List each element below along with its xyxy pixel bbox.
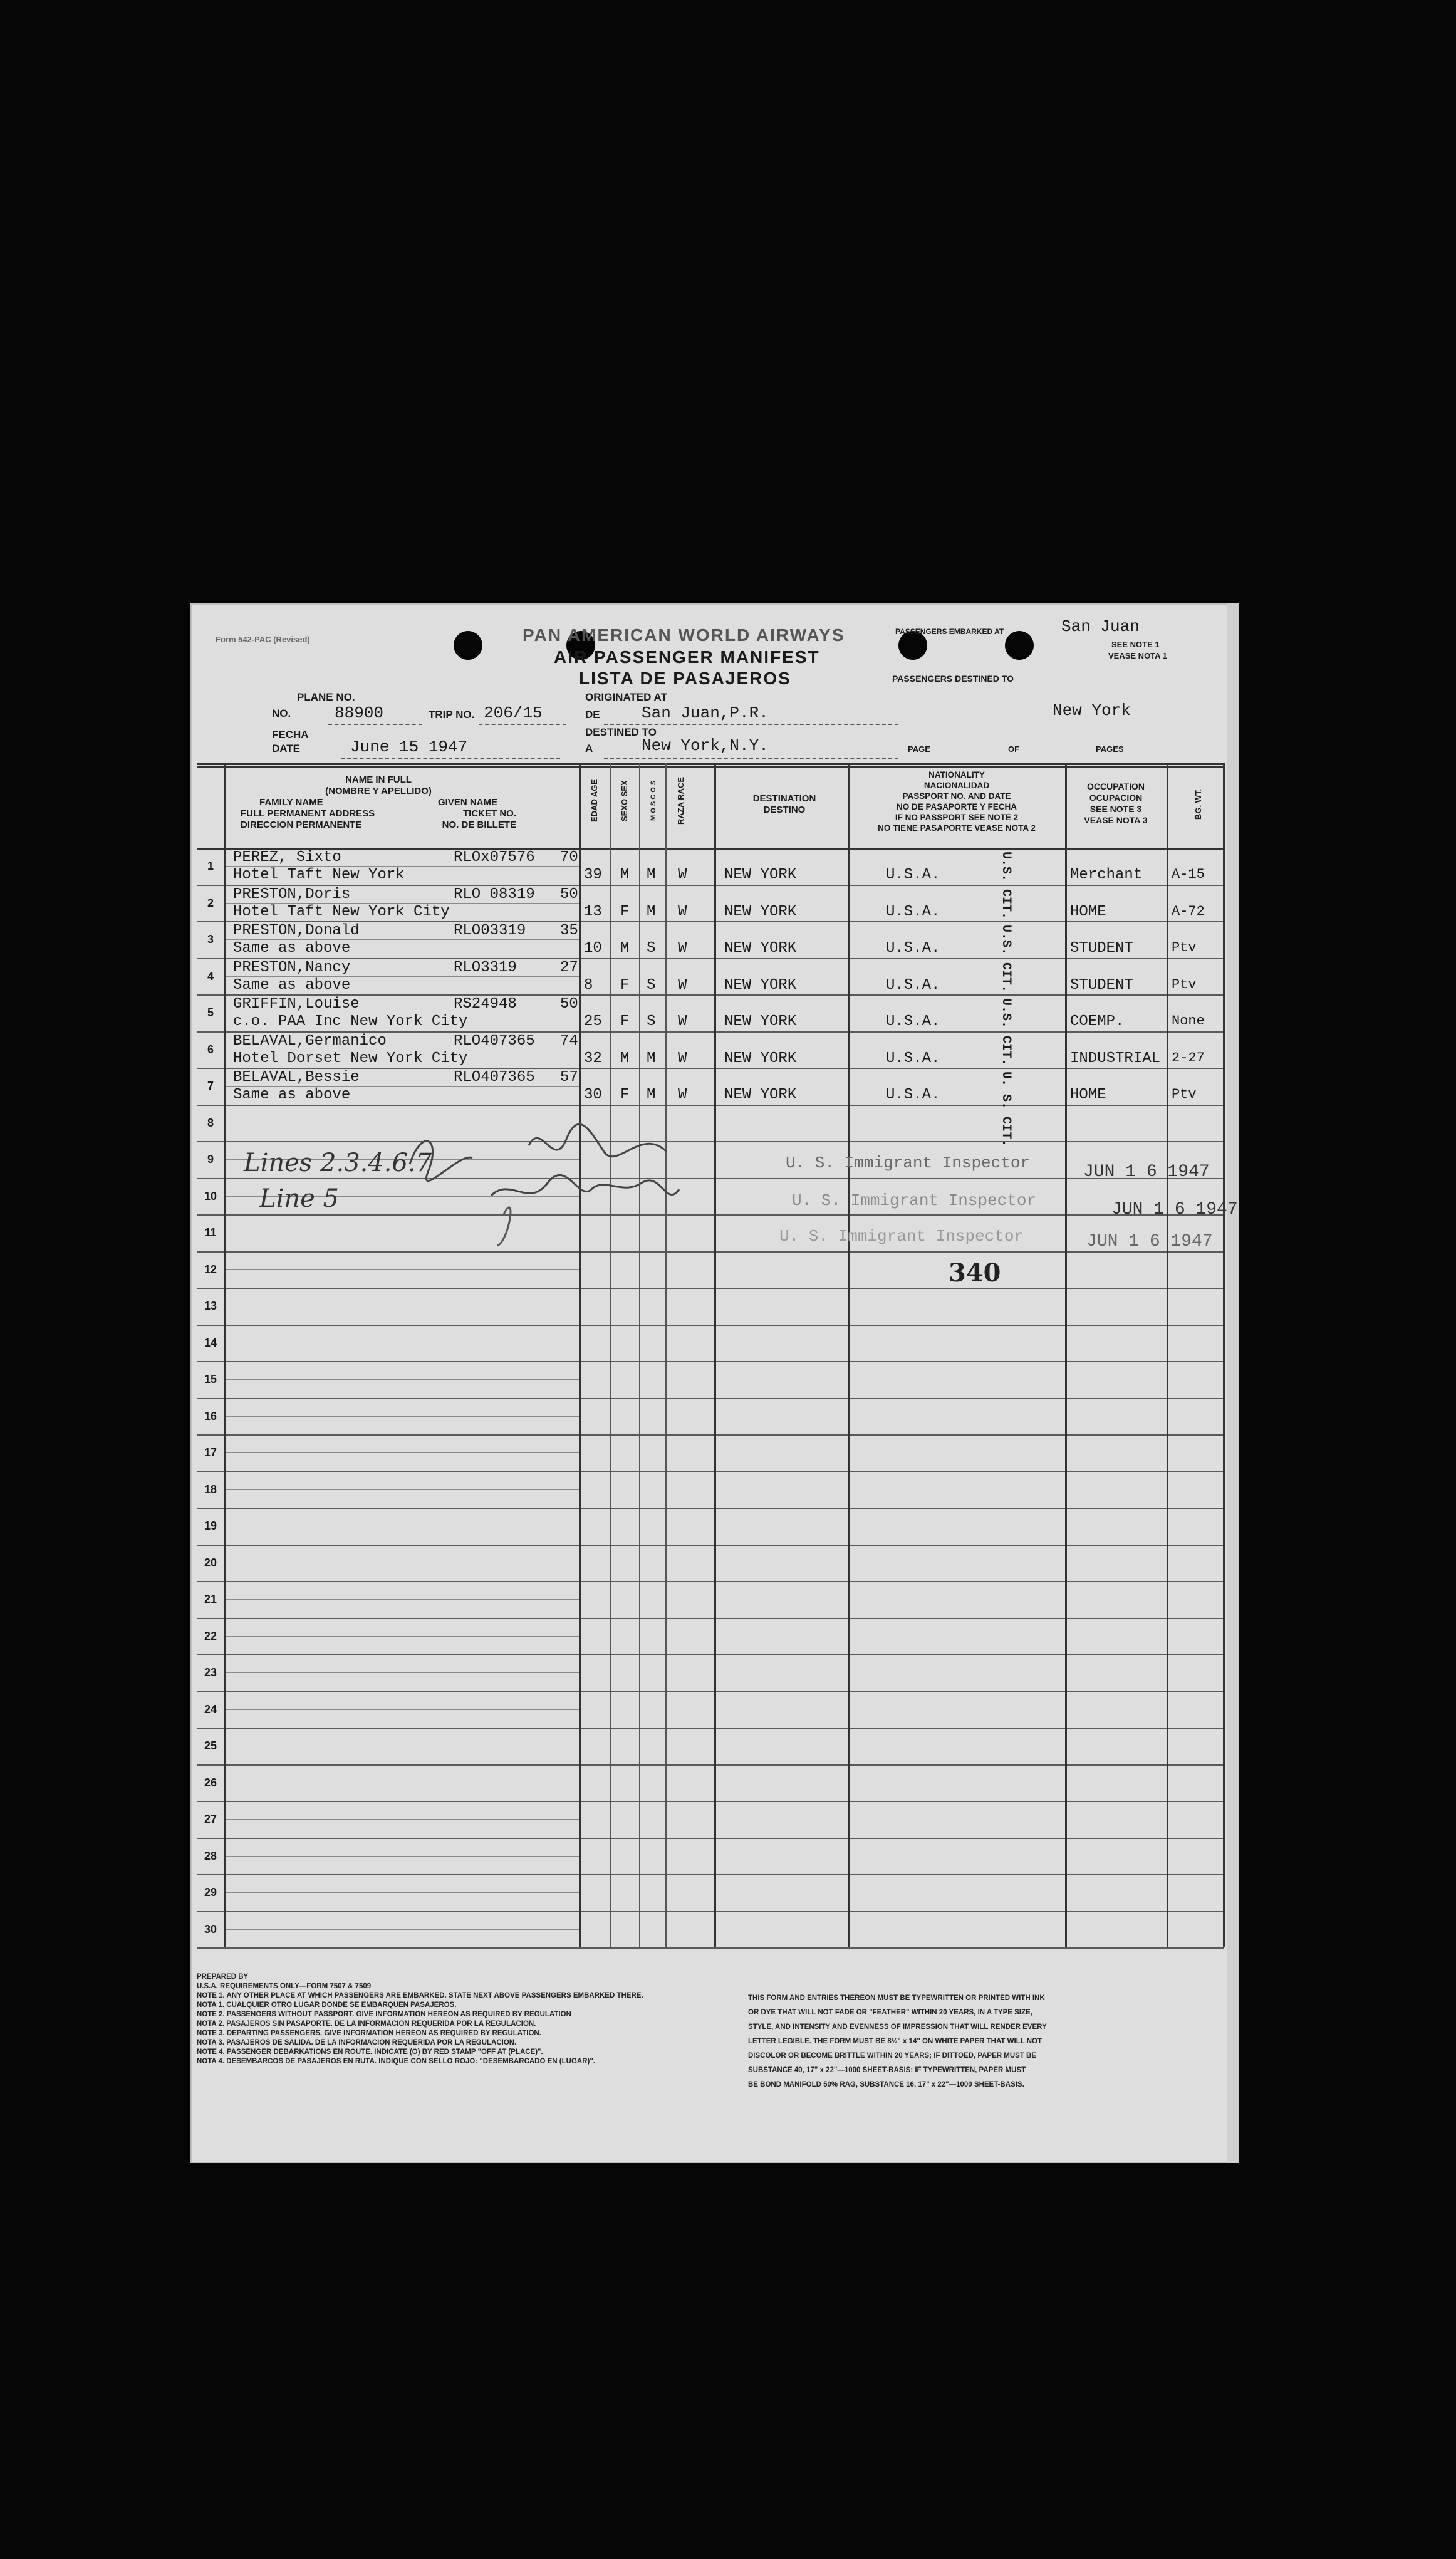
- airline-name: PAN AMERICAN WORLD AIRWAYS: [523, 625, 845, 645]
- us-requirements: U.S.A. REQUIREMENTS ONLY—FORM 7507 & 7509: [197, 1983, 372, 1990]
- baggage-weight: A-72: [1172, 903, 1205, 919]
- row-number: 13: [204, 1300, 217, 1313]
- col-divider: [848, 763, 850, 1947]
- col-divider: [579, 763, 581, 1947]
- passenger-age: 25: [584, 1013, 602, 1031]
- row-mid-rule: [224, 1269, 579, 1270]
- nota-3: NOTA 3. PASAJEROS DE SALIDA. DE LA INFORMACION REQUERIDA POR LA REGULACION.: [197, 2039, 517, 2046]
- handwritten-note: Line 5: [259, 1184, 339, 1213]
- col-divider: [665, 763, 667, 1947]
- plane-no-label-es: NO.: [272, 707, 291, 719]
- row-number: 2: [207, 896, 214, 909]
- originated-value: San Juan,P.R.: [642, 704, 769, 722]
- prepared-by-label: PREPARED BY: [197, 1973, 249, 1981]
- passenger-name: PRESTON,Donald: [233, 922, 360, 939]
- destined-to-label-es: A: [585, 743, 593, 754]
- nota-4: NOTA 4. DESEMBARCOS DE PASAJEROS EN RUTA. INDIQUE CON SELLO ROJO: "DESEMBARCADO EN (LUGAR)".: [197, 2058, 595, 2065]
- row-rule: [197, 885, 1224, 886]
- nota-1: NOTA 1. CUALQUIER OTRO LUGAR DONDE SE EMBARQUEN PASAJEROS.: [197, 2001, 457, 2009]
- form-number: Form 542-PAC (Revised): [216, 635, 310, 644]
- col-divider: [224, 763, 226, 1947]
- marital-status: M: [647, 903, 656, 920]
- passenger-sex: F: [620, 1087, 630, 1104]
- row-number: 17: [204, 1446, 217, 1459]
- print-requirement: SUBSTANCE 40, 17" x 22"—1000 SHEET-BASIS; IF TYPEWRITTEN, PAPER MUST: [748, 2066, 1026, 2074]
- row-number: 9: [207, 1153, 214, 1166]
- table-top-rule: [197, 766, 1224, 768]
- stamped-number: 340: [949, 1258, 1001, 1288]
- notes-right: [748, 1991, 1212, 2092]
- nationality-column-header: [848, 769, 1065, 833]
- route-code: 50: [560, 885, 578, 903]
- date-value: June 15 1947: [350, 737, 468, 756]
- occ-head-3: SEE NOTE 3: [1089, 804, 1142, 814]
- occupation-value: HOME: [1070, 903, 1106, 920]
- vease-nota-1: VEASE NOTA 1: [1108, 651, 1167, 660]
- originated-line: [604, 724, 898, 725]
- address-head: FULL PERMANENT ADDRESS: [241, 808, 375, 819]
- print-requirement: THIS FORM AND ENTRIES THEREON MUST BE TYPEWRITTEN OR PRINTED WITH INK: [748, 1994, 1045, 2002]
- ticket-head: TICKET NO.: [463, 808, 516, 819]
- row-rule: [197, 958, 1224, 959]
- row-number: 18: [204, 1483, 217, 1496]
- passenger-sex: F: [620, 903, 630, 920]
- see-note-1: SEE NOTE 1: [1111, 640, 1160, 649]
- row-rule: [197, 1691, 1224, 1692]
- row-number: 23: [204, 1666, 217, 1679]
- inspector-stamp-date: JUN 1 6 1947: [1086, 1232, 1213, 1251]
- baggage-weight: Ptv: [1172, 976, 1197, 993]
- row-rule: [197, 1325, 1224, 1326]
- occupation-column-header: [1066, 781, 1165, 826]
- col-divider: [1223, 763, 1225, 1947]
- table-top-rule: [197, 763, 1224, 765]
- route-code: 50: [560, 996, 578, 1013]
- destination-value: NEW YORK: [724, 867, 797, 884]
- col-divider: [610, 763, 611, 1947]
- passenger-address: Same as above: [233, 1087, 351, 1104]
- row-number: 15: [204, 1373, 217, 1386]
- passenger-address: Same as above: [233, 940, 351, 957]
- row-number: 1: [207, 860, 214, 873]
- sex-column-header: SEXO SEX: [620, 780, 629, 821]
- destination-head-es: DESTINO: [763, 805, 806, 815]
- row-mid-rule: [224, 1452, 579, 1453]
- name-subheads: [234, 797, 523, 808]
- plane-no-value: 88900: [335, 704, 384, 722]
- col-divider: [1167, 763, 1168, 1947]
- destination-value: NEW YORK: [724, 903, 797, 920]
- row-rule: [197, 1911, 1224, 1912]
- note-4: NOTE 4. PASSENGER DEBARKATIONS EN ROUTE. INDICATE (O) BY RED STAMP "OFF AT (PLACE)".: [197, 2048, 543, 2056]
- destination-value: NEW YORK: [724, 1087, 797, 1104]
- row-mid-rule: [224, 1379, 579, 1380]
- destination-column-header: [722, 793, 847, 816]
- passenger-sex: F: [620, 976, 630, 994]
- col-divider: [1065, 763, 1067, 1947]
- row-number: 5: [207, 1006, 214, 1019]
- passenger-sex: M: [620, 940, 630, 957]
- nat-head-1: NATIONALITY: [928, 770, 985, 779]
- row-mid-rule: [224, 1416, 579, 1417]
- nat-head-4: NO DE PASAPORTE Y FECHA: [896, 802, 1017, 811]
- passenger-name: PEREZ, Sixto: [233, 849, 341, 866]
- passenger-address: Hotel Dorset New York City: [233, 1050, 468, 1067]
- inspector-stamp-date: JUN 1 6 1947: [1083, 1162, 1210, 1182]
- print-requirement: BE BOND MANIFOLD 50% RAG, SUBSTANCE 16, 17" x 22"—1000 SHEET-BASIS.: [748, 2081, 1024, 2088]
- print-requirement: OR DYE THAT WILL NOT FADE OR "FEATHER" WITHIN 20 YEARS, IN A TYPE SIZE,: [748, 2009, 1032, 2016]
- nat-head-2: NACIONALIDAD: [923, 781, 990, 790]
- note-2: NOTE 2. PASSENGERS WITHOUT PASSPORT. GIVE INFORMATION HEREON AS REQUIRED BY REGULATION: [197, 2011, 571, 2018]
- note-1: NOTE 1. ANY OTHER PLACE AT WHICH PASSENGERS ARE EMBARKED. STATE NEXT ABOVE PASSENGERS EMBARKED THERE.: [197, 1992, 643, 1999]
- passenger-sex: M: [620, 1050, 630, 1067]
- age-column-header: EDAD AGE: [590, 779, 599, 823]
- marital-status: S: [647, 1013, 656, 1031]
- destination-value: NEW YORK: [724, 976, 797, 994]
- sheet-edge: [1227, 603, 1239, 2163]
- row-number: 16: [204, 1409, 217, 1422]
- inspector-signatures: [403, 1114, 685, 1258]
- of-label: OF: [1008, 744, 1020, 754]
- route-code: 74: [560, 1032, 578, 1050]
- row-mid-rule: [224, 1856, 579, 1857]
- handwritten-note: Lines 2.3.4.6.7: [244, 1149, 432, 1177]
- row-mid-rule: [224, 1929, 579, 1930]
- baggage-weight: A-15: [1172, 867, 1205, 883]
- destination-value: NEW YORK: [724, 1050, 797, 1067]
- passenger-age: 13: [584, 903, 602, 920]
- row-rule: [197, 1105, 1224, 1106]
- route-code: 27: [560, 959, 578, 976]
- embarked-at-value: San Juan: [1061, 617, 1140, 636]
- row-number: 30: [204, 1922, 217, 1936]
- row-number: 26: [204, 1776, 217, 1789]
- plane-no-line: [328, 724, 422, 725]
- nat-head-5: IF NO PASSPORT SEE NOTE 2: [895, 813, 1019, 822]
- passenger-race: W: [678, 1087, 687, 1104]
- citizenship-stamp: U.S. CIT.: [999, 998, 1013, 1066]
- row-rule: [197, 1141, 1224, 1142]
- ticket-head-es: NO. DE BILLETE: [442, 820, 516, 830]
- row-rule: [197, 1434, 1224, 1436]
- passenger-name: PRESTON,Doris: [233, 885, 351, 903]
- occupation-value: COEMP.: [1070, 1013, 1125, 1031]
- passenger-sex: M: [620, 867, 630, 884]
- manifest-title: AIR PASSENGER MANIFEST: [554, 647, 820, 667]
- address-subheads: [234, 808, 523, 820]
- row-rule: [197, 1178, 1224, 1179]
- row-mid-rule: [224, 1892, 579, 1893]
- row-rule: [197, 1801, 1224, 1802]
- marital-status: S: [647, 976, 656, 994]
- row-rule: [197, 1288, 1224, 1289]
- row-number: 4: [207, 969, 214, 982]
- row-number: 22: [204, 1629, 217, 1642]
- plane-no-label: PLANE NO.: [297, 691, 355, 703]
- destined-to-value: New York: [1053, 701, 1131, 720]
- marital-status: M: [647, 1050, 656, 1067]
- nationality-value: U.S.A.: [886, 940, 940, 957]
- passenger-name: PRESTON,Nancy: [233, 959, 351, 976]
- route-code: 57: [560, 1069, 578, 1086]
- occ-head-1: OCCUPATION: [1086, 781, 1145, 791]
- trip-no-value: 206/15: [484, 704, 543, 722]
- route-code: 70: [560, 849, 578, 866]
- row-number: 29: [204, 1886, 217, 1899]
- passenger-race: W: [678, 867, 687, 884]
- citizenship-stamp: U.S. CIT.: [999, 925, 1013, 993]
- row-number: 28: [204, 1849, 217, 1862]
- passenger-age: 30: [584, 1087, 602, 1104]
- row-number: 27: [204, 1813, 217, 1826]
- fecha-label: FECHA: [272, 729, 309, 741]
- punch-hole: [1005, 631, 1034, 660]
- inspector-stamp: U. S. Immigrant Inspector: [779, 1227, 1024, 1246]
- row-rule: [197, 1618, 1224, 1619]
- row-rule: [197, 1874, 1224, 1875]
- col-divider: [714, 763, 716, 1947]
- nationality-value: U.S.A.: [886, 976, 940, 994]
- passenger-age: 32: [584, 1050, 602, 1067]
- citizenship-stamp: U. S. CIT.: [999, 1071, 1013, 1147]
- row-rule: [197, 1508, 1224, 1509]
- header-rule: [197, 848, 1224, 850]
- race-column-header: RAZA RACE: [676, 776, 685, 825]
- page-label: PAGE: [908, 744, 930, 754]
- ticket-number: RLO03319: [454, 922, 526, 939]
- destined-value: New York,N.Y.: [642, 736, 769, 755]
- manifest-title-es: LISTA DE PASAJEROS: [579, 669, 791, 688]
- address-head-es: DIRECCION PERMANENTE: [241, 820, 362, 830]
- form-notes: [197, 1973, 1224, 2148]
- passenger-age: 8: [584, 976, 593, 994]
- row-rule: [197, 1214, 1224, 1216]
- destined-line: [604, 758, 898, 759]
- originated-label-es: DE: [585, 709, 600, 721]
- passenger-race: W: [678, 1050, 687, 1067]
- baggage-weight: Ptv: [1172, 940, 1197, 956]
- col-divider: [639, 763, 640, 1947]
- row-mid-rule: [224, 1489, 579, 1490]
- row-number: 8: [207, 1116, 214, 1129]
- nationality-value: U.S.A.: [886, 1087, 940, 1104]
- occupation-value: STUDENT: [1070, 940, 1133, 957]
- punch-hole: [454, 631, 482, 660]
- occ-head-4: VEASE NOTA 3: [1084, 815, 1148, 825]
- ticket-number: RLO407365: [454, 1032, 535, 1050]
- destination-value: NEW YORK: [724, 1013, 797, 1031]
- row-rule: [197, 1838, 1224, 1839]
- marital-status: M: [647, 1087, 656, 1104]
- marital-status: M: [647, 867, 656, 884]
- manifest-sheet: [190, 603, 1238, 2163]
- row-number: 11: [204, 1226, 217, 1239]
- occupation-value: INDUSTRIAL: [1070, 1050, 1161, 1067]
- row-rule: [197, 1471, 1224, 1472]
- pages-label: PAGES: [1096, 744, 1124, 754]
- row-rule: [197, 1361, 1224, 1362]
- passenger-address: c.o. PAA Inc New York City: [233, 1013, 468, 1031]
- baggage-weight: Ptv: [1172, 1087, 1197, 1103]
- ticket-number: RLO407365: [454, 1069, 535, 1086]
- occ-head-2: OCUPACION: [1089, 793, 1143, 803]
- row-number: 25: [204, 1739, 217, 1753]
- passenger-address: Hotel Taft New York: [233, 867, 405, 884]
- trip-no-line: [479, 724, 566, 725]
- passenger-race: W: [678, 976, 687, 994]
- row-number: 21: [204, 1593, 217, 1606]
- print-requirement: LETTER LEGIBLE. THE FORM MUST BE 8½" x 14" ON WHITE PAPER THAT WILL NOT: [748, 2038, 1043, 2045]
- family-name-head: FAMILY NAME: [259, 797, 323, 808]
- passenger-race: W: [678, 1013, 687, 1031]
- destined-label: PASSENGERS DESTINED TO: [892, 674, 1014, 684]
- trip-no-label: TRIP NO.: [429, 709, 475, 721]
- row-mid-rule: [224, 1672, 579, 1673]
- passenger-name: BELAVAL,Germanico: [233, 1032, 387, 1050]
- status-column-header: M O S C O S: [650, 780, 657, 821]
- row-number: 7: [207, 1080, 214, 1093]
- inspector-stamp-date: JUN 1 6 1947: [1111, 1200, 1238, 1219]
- row-number: 20: [204, 1556, 217, 1569]
- row-number: 14: [204, 1336, 217, 1349]
- row-number: 12: [204, 1263, 217, 1276]
- given-name-head: GIVEN NAME: [437, 797, 497, 808]
- passenger-age: 39: [584, 867, 602, 884]
- embarked-label: PASSENGERS EMBARKED AT: [895, 627, 1004, 636]
- passenger-race: W: [678, 940, 687, 957]
- passenger-sex: F: [620, 1013, 630, 1031]
- passenger-name: BELAVAL,Bessie: [233, 1069, 360, 1086]
- occupation-value: HOME: [1070, 1087, 1106, 1104]
- row-number: 10: [204, 1189, 217, 1202]
- passenger-table: [197, 763, 1238, 1947]
- ticket-number: RLO3319: [454, 959, 517, 976]
- passenger-race: W: [678, 903, 687, 920]
- row-rule: [197, 1947, 1224, 1949]
- row-rule: [197, 1251, 1224, 1253]
- originated-label: ORIGINATED AT: [585, 691, 667, 703]
- row-rule: [197, 1398, 1224, 1399]
- destination-head: DESTINATION: [752, 793, 816, 804]
- passenger-address: Hotel Taft New York City: [233, 903, 450, 920]
- row-rule: [197, 1764, 1224, 1766]
- nat-head-6: NO TIENE PASAPORTE VEASE NOTA 2: [878, 823, 1036, 833]
- marital-status: S: [647, 940, 656, 957]
- ticket-number: RLOx07576: [454, 849, 535, 866]
- row-number: 19: [204, 1519, 217, 1533]
- date-label: DATE: [272, 743, 301, 754]
- passenger-age: 10: [584, 940, 602, 957]
- row-mid-rule: [224, 1636, 579, 1637]
- citizenship-stamp: U.S. CIT.: [999, 852, 1013, 920]
- row-number: 24: [204, 1702, 217, 1716]
- baggage-weight: 2-27: [1172, 1050, 1205, 1066]
- name-head-1: NAME IN FULL: [345, 774, 412, 785]
- address-subheads-es: [234, 820, 523, 831]
- name-column-header: [234, 774, 523, 831]
- print-requirement: STYLE, AND INTENSITY AND EVENNESS OF IMPRESSION THAT WILL RENDER EVERY: [748, 2023, 1047, 2031]
- print-requirement: DISCOLOR OR BECOME BRITTLE WITHIN 20 YEARS; IF DITTOED, PAPER MUST BE: [748, 2052, 1037, 2060]
- destination-value: NEW YORK: [724, 940, 797, 957]
- row-mid-rule: [224, 1709, 579, 1710]
- name-head-2: (NOMBRE Y APELLIDO): [325, 786, 432, 796]
- note-3: NOTE 3. DEPARTING PASSENGERS. GIVE INFORMATION HEREON AS REQUIRED BY REGULATION.: [197, 2030, 541, 2037]
- weight-column-header: BG. WT.: [1193, 788, 1203, 820]
- nationality-value: U.S.A.: [886, 1050, 940, 1067]
- nationality-value: U.S.A.: [886, 867, 940, 884]
- row-rule: [197, 1581, 1224, 1582]
- inspector-stamp: U. S. Immigrant Inspector: [786, 1154, 1031, 1172]
- nationality-value: U.S.A.: [886, 903, 940, 920]
- destined-to-label: DESTINED TO: [585, 726, 657, 738]
- date-line: [341, 758, 560, 759]
- nationality-value: U.S.A.: [886, 1013, 940, 1031]
- row-rule: [197, 1545, 1224, 1546]
- occupation-value: STUDENT: [1070, 976, 1133, 994]
- nat-head-3: PASSPORT NO. AND DATE: [902, 791, 1011, 801]
- row-rule: [197, 1654, 1224, 1655]
- row-number: 6: [207, 1043, 214, 1056]
- route-code: 35: [560, 922, 578, 939]
- ticket-number: RS24948: [454, 996, 517, 1013]
- row-rule: [197, 1728, 1224, 1729]
- baggage-weight: None: [1172, 1013, 1205, 1029]
- inspector-stamp: U. S. Immigrant Inspector: [792, 1191, 1037, 1210]
- occupation-value: Merchant: [1070, 867, 1143, 884]
- passenger-name: GRIFFIN,Louise: [233, 996, 360, 1013]
- passenger-address: Same as above: [233, 976, 351, 994]
- nota-2: NOTA 2. PASAJEROS SIN PASAPORTE. DE LA INFORMACION REQUERIDA POR LA REGULACION.: [197, 2020, 536, 2028]
- row-mid-rule: [224, 1819, 579, 1820]
- notes-left: [197, 1973, 729, 2066]
- row-mid-rule: [224, 1599, 579, 1600]
- ticket-number: RLO 08319: [454, 885, 535, 903]
- row-number: 3: [207, 933, 214, 946]
